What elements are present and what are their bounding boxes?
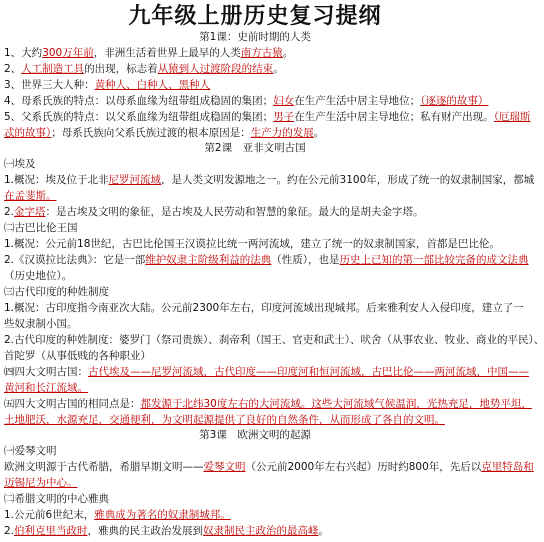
l2-sec2-item1: 1.概况：公元前18世纪，古巴比伦国王汉谟拉比统一两河流域，建立了统一的奴隶制国家，首都是巴比伦。 [4, 238, 500, 250]
l2-sec3-item1-cont: 些奴隶制小国。 [4, 318, 78, 330]
l2-sec1-item1: 1.概况：埃及位于北非尼罗河流域，是人类文明发源地之一。约在公元前3100年，形成了统一的奴隶制国家，都城 [4, 174, 535, 186]
lesson3-heading: 第3课 欧洲文明的起源 [199, 429, 311, 441]
l2-sec1-item1-cont: 在孟斐斯。 [4, 190, 57, 202]
lesson2-heading: 第2课 亚非文明古国 [204, 142, 306, 154]
l3-sec2-heading: ㈡希腊文明的中心雅典 [4, 493, 109, 505]
l2-sec4-cont: 黄河和长江流域。 [4, 382, 88, 394]
l3-sec2-item2: 2.伯利克里当政时，雅典的民主政治发展到奴隶制民主政治的最高峰。 [4, 525, 330, 537]
l1-item4: 4、母系氏族的特点：以母系血缘为纽带组成稳固的集团；妇女在生产生活中居主导地位；（逐逐的故事） [4, 95, 489, 107]
l2-sec2-item2-cont: （历史地位）。 [4, 270, 73, 282]
page-title: 九年级上册历史复习提纲 [128, 3, 382, 29]
l2-sec3-item1: 1.概况：古印度指今南亚次大陆。公元前2300年左右，印度河流域出现城邦。后来雅利安人入侵印度，建立了一 [4, 302, 524, 314]
lesson1-heading: 第1课：史前时期的人类 [199, 31, 311, 43]
l3-sec2-item1: 1.公元前6世纪末，雅典成为著名的奴隶制城邦。 [4, 509, 231, 521]
l2-sec3-item2-cont: 首陀罗（从事低贱的各种职业） [4, 350, 151, 362]
l2-sec2-heading: ㈡古巴比伦王国 [4, 222, 78, 234]
l3-sec1-heading: ㈠爱琴文明 [4, 445, 57, 457]
l1-item1: 1、大约300万年前，非洲生活着世界上最早的人类南方古猿。 [4, 47, 294, 59]
l2-sec3-item2: 2.古代印度的种姓制度：婆罗门（祭司贵族）、刹帝利（国王、官吏和武士）、吠舍（从事农业、牧业、商业的平民）、 [4, 334, 544, 346]
l2-sec5: ㈤四大文明古国的相同点是：都发源于北纬30度左右的大河流域。这些大河流域气候温润，光热充足，地势平坦， [4, 398, 532, 410]
l3-sec1-item1-cont: 迈锡尼为中心。 [4, 477, 78, 489]
l3-sec1-item1: 欧洲文明源于古代希腊，希腊早期文明——爱琴文明（公元前2000年左右兴起）历时约800年，先后以克里特岛和 [4, 461, 534, 473]
l1-item5-cont: 忒的故事）；母系氏族向父系氏族过渡的根本原因是：生产力的发展。 [4, 127, 325, 139]
l2-sec3-heading: ㈢古代印度的种姓制度 [4, 286, 109, 298]
l2-sec4: ㈣四大文明古国：古代埃及——尼罗河流域，古代印度——印度河和恒河流域，古巴比伦——两河流域，中国—— [4, 366, 529, 378]
l2-sec1-heading: ㈠埃及 [4, 158, 36, 170]
l1-item5: 5、父系氏族的特点：以父系血缘为纽带组成稳固的集团；男子在生产生活中居主导地位；私有财产出现。（厄瑞斯 [4, 111, 531, 123]
l2-sec1-item2: 2.金字塔：是古埃及文明的象征，是古埃及人民劳动和智慧的象征。最大的是胡夫金字塔。 [4, 206, 424, 218]
l2-sec2-item2: 2.《汉谟拉比法典》：它是一部维护奴隶主阶级利益的法典（性质），也是历史上已知的第一部比较完备的成文法典 [4, 254, 529, 266]
l1-item3: 3、世界三大人种：黄种人、白种人、黑种人 [4, 79, 211, 91]
l2-sec5-cont: 土地肥沃，水源充足，交通便利，为文明起源提供了良好的自然条件，从而形成了各自的文明。 [4, 414, 445, 426]
l1-item2: 2、人工制造工具的出现，标志着从猿到人过渡阶段的结束。 [4, 63, 284, 75]
